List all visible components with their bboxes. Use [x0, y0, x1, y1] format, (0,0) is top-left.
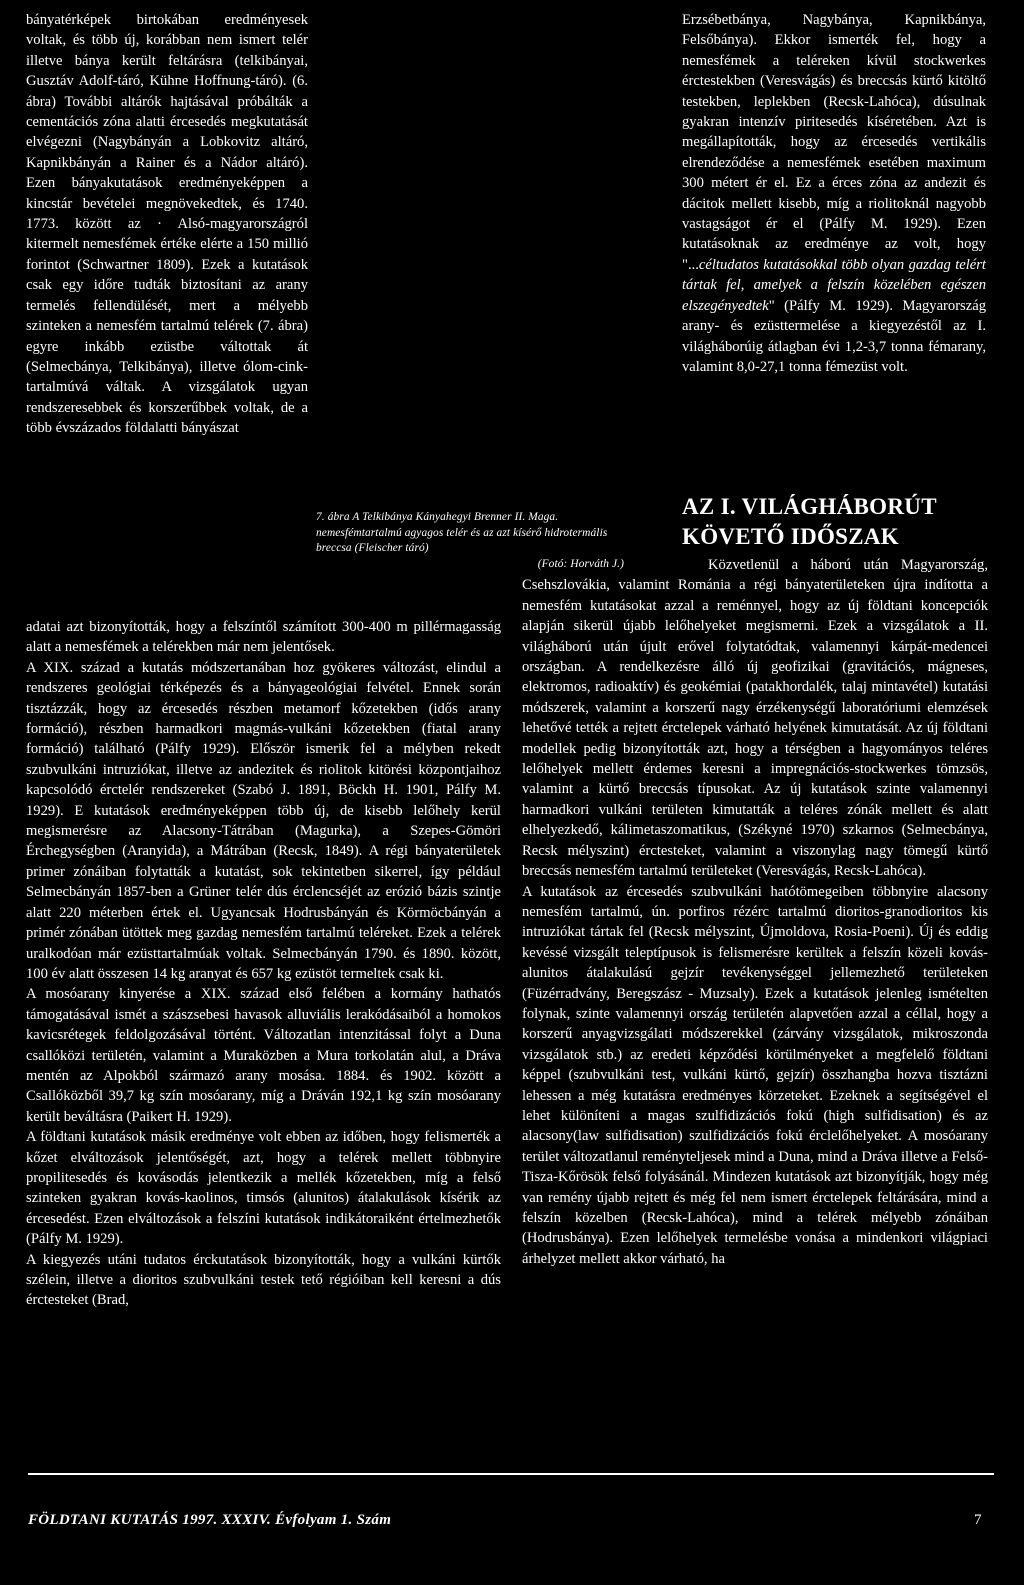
- palfy-quote: céltudatos kutatásokkal több olyan gazdag telért tártak fel, amelyek a felszín közelében egészen elszegényedtek: [682, 256, 986, 314]
- right-column-bottom: [522, 555, 988, 1269]
- left-column-top: [26, 10, 308, 439]
- figure-caption-text: 7. ábra A Telkibánya Kányahegyi Brenner II. Maga. nemesfémtartalmú agyagos telér és az azt kísérő hidrotermális breccsa (Fleischer táró): [316, 511, 608, 554]
- section-heading: [682, 492, 992, 552]
- stockwerk-text: Erzsébetbánya, Nagybánya, Kapnikbánya, Felsőbánya). Ekkor ismerték fel, hogy a nemesfémek a teléreken kívül stockwerkes érctestekben (Veresvágás) és breccsás kürtő kitöltő testekben, leplekben (Recsk-Lahóca), dúsulnak gyakran intenzív piritesedés kíséretében. Azt is megállapították, hogy az ércesedés vertikális elrendeződése a nemesfémek esetében maximum 300 métert ér el. Ez a érces zóna az andezit és dácitok mellett kisebb, míg a riolitoknál nagyobb vastagságot ér el (Pálfy M. 1929). Ezen kutatásoknak az eredménye az volt, hogy "...: [682, 12, 986, 273]
- heading-line-2: KÖVETŐ IDŐSZAK: [682, 524, 899, 549]
- photo-credit: (Fotó: Horváth J.): [537, 557, 624, 570]
- paragraph-mining-maps: bányatérképek birtokában eredményesek voltak, és több új, korábban nem ismert telér illetve bánya került feltárásra (telkibányai, Gusztáv Adolf-táró, Kühne Hoffnung-táró). (6. ábra) További altárók hajtásával próbálták a cementációs zóna alatti ércesedés megkutatását elvégezni (Nagybányán a Lobkovitz altáró, Kapnikbányán a Rainer és a Nádor altáró). Ezen bányakutatások eredményeképpen a kincstár bevételei megnövekedtek, és 1740. 1773. között az · Alsó-magyarországról kitermelt nemesfémek értéke elérte a 150 millió forintot (Schwartner 1809). Ezek a kutatások csak egy időre tudták biztosítani az arany termelés fellendülését, mert a mélyebb szinteken a nemesfém tartalmú telérek (7. ábra) egyre inkább ezüstbe váltottak át (Selmecbánya, Telkibánya), illetve ólom-cink-tartalmúvá váltak. A vizsgálatok ugyan rendszeresebbek és korszerűbbek voltak, de a több évszázados földalatti bányászat: [26, 12, 308, 437]
- left-column-bottom: [26, 617, 501, 1311]
- footer-rule: [28, 1473, 994, 1475]
- paragraph-19th-century: A XIX. század a kutatás módszertanában hoz gyökeres változást, elindul a rendszeres geológiai térképezés és a bányageológiai felvétel. Ennek során tisztázzák, hogy az ércesedés részben metamorf kőzetekben (idős arany formáció), részben harmadkori magmás-vulkáni kőzetekben (fiatal arany formáció) található (Pálfy 1929). Először ismerik fel a mélyben rekedt szubvulkáni intruziókat, illetve az andezitek és riolitok kitörési központjaihoz kapcsolódó érctelér rendszereket (Szabó J. 1891, Böckh H. 1901, Pálfy M. 1929). E kutatások eredményeképpen több új, de kisebb lelőhely kerül megismerésre az Alacsony-Tátrában (Magurka), a Szepes-Gömöri Érchegységben (Aranyida), a Mátrában (Recsk, 1849). A régi bányaterületek primer zónáiban folytatták a kutatást, sok tekintetben sikerrel, így például Selmecbányán 1857-ben a Grüner telér dús érclencséjét az erózió bázis szintje alatt 220 méterben értek el. Ugyancsak Hodrusbányán és Körmöcbányán a primér zónában ütöttek meg gazdag nemesfém tartalmú teléreket. Ezek a telérek uralkodóan már ezüsttartalmúak voltak. Selmecbányán 1790. és 1890. között, 100 év alatt összesen 14 kg aranyat és 657 kg ezüstöt termeltek csak ki.: [26, 659, 501, 982]
- paragraph-after-compromise: A kiegyezés utáni tudatos érckutatások bizonyították, hogy a vulkáni kürtők szélein, illetve a dioritos szubvulkáni testek tető régióiban kell keresni a dús érctesteket (Brad,: [26, 1251, 501, 1309]
- paragraph-stockwerk: [682, 10, 986, 377]
- paragraph-subvolcanic: A kutatások az ércesedés szubvulkáni hatótömegeiben többnyire alacsony nemesfém tartalmú, ún. porfiros rézérc tartalmú dioritos-granodioritos kis intruziókat tártak fel (Recsk mélyszint, Újmoldova, Rosia-Poeni). Új és eddig kevéssé vizsgált teleptípusok is felismerésre kerültek a felszín közeli kovás-alunitos átalakulású gejzír tevékenységgel jellemezhető területeken (Füzérradvány, Beregszász - Muzsaly). Ezek a kutatások jelenleg ismételten folynak, szinte valamennyi ország területén alapvetően azzal a céllal, hogy a korszerű anyagvizsgálati módszerekkel (zárvány vizsgálatok, mikroszonda vizsgálatok stb.) az eredeti képződési körülményeket a megfelelő földtani képpel (szubvulkáni test, vulkáni kürtő, gejzír) összhangba hozva tisztázni lehessen a még kutatásra eredményes körzeteket. Ezeknek a segítségével el lehet különíteni a magas szulfidizációs fokú (high sulfidisation) és az alacsony(law sulfidisation) szulfidizációs fokú érclelőhelyeket. A mosóarany terület változatlanul reményteljesek mind a Duna, mind a Dráva illetve a Felső-Tisza-Kőrösök felső folyásánál. Mindezen kutatások azt bizonyítják, hogy még van remény újabb rejtett és még fel nem ismert érctelepek feltárására, mind a felszín közelben (Recsk-Lahóca), mind a telérek mélyebb zónáiban (Hodrusbánya). Ezen lelőhelyek termelésbe vonása a mindenkori világpiaci árhelyzet mellett akkor várható, ha: [522, 883, 988, 1267]
- stockwerk-tail: " (Pálfy M. 1929). Magyarország arany- és ezüsttermelése a kiegyezéstől az I. világháborúig átlagban évi 1,2-3,7 tonna fémarany, valamint 8,0-27,1 tonna fémezüst volt.: [682, 297, 986, 375]
- paragraph-pillar-height: adatai azt bizonyították, hogy a felszíntől számított 300-400 m pillérmagasság alatt a nemesfémek a telérekben már nem jelentősek.: [26, 619, 501, 656]
- paragraph-placer-gold: A mosóarany kinyerése a XIX. század első felében a kormány hathatós támogatásával ismét a szászsebesi havasok alluviális lerakódásaiból a homokos kavicsrétegek feldolgozásával történt. Változatlan intenzitással folyt a Duna csallóközi területén, valamint a Muraközben a Mura torkolatán alul, a Dráva mentén az Alpokból származó arany mosása. 1884. és 1902. között a Csallóközből 39,7 kg szín mosóarany, míg a Dráván 192,1 kg szín mosóarany került beváltásra (Paikert H. 1929).: [26, 986, 501, 1125]
- heading-line-1: AZ I. VILÁGHÁBORÚT: [682, 494, 937, 519]
- journal-citation: FÖLDTANI KUTATÁS 1997. XXXIV. Évfolyam 1. Szám: [28, 1512, 392, 1528]
- paragraph-rock-alteration: A földtani kutatások másik eredménye volt ebben az időben, hogy felismerték a kőzet elváltozások jelentőségét, azt, hogy a telérek mellett többnyire propilitesedés és kovásodás jelentkezik a mellék kőzetekben, míg a felső szinteken gyakran kovás-kaolinos, timsós (alunitos) átalakulások kísérik az ércesedést. Ezen elváltozások a felszíni kutatások indikátoraiként értelmezhetők (Pálfy M. 1929).: [26, 1129, 501, 1248]
- page-number: 7: [974, 1512, 982, 1528]
- paragraph-postwar: Közvetlenül a háború után Magyarország, Csehszlovákia, valamint Románia a régi bányaterületeken újra indította a nemesfém kutatásokat azzal a reménnyel, hogy az új földtani koncepciók alapján sikerül újabb lelőhelyeket megismerni. Ezek a vizsgálatok a II. világháború után újult erővel folytatódtak, valamennyi kárpát-medencei országban. A rendelkezésre álló új geofizikai (gravitációs, mágneses, elektromos, radioaktív) és geokémiai (patakhordalék, talaj mintavétel) kutatási módszerek, valamint a korszerű nagy érzékenységű laboratóriumi elemzések lehetővé tették a rejtett érctelepek várható helyének kimutatását. Az új földtani modellek pedig bizonyították azt, hogy a térségben a hagyományos teléres lelőhelyek mellett érdemes keresni a impregnációs-stockwerkes tömzsös, valamint a kürtő breccsás típusokat. Az új kutatások szinte valamennyi harmadkori vulkáni területen kimutatták a teléres zónák mellett és alatt elhelyezkedő, kálimetaszomatikus, (Székyné 1970) szkarnos (Selmecbánya, Recsk mélyszint) érctesteket, valamint a viszonylag nagy tömegű kürtő breccsás nemesfém tartalmú területeket (Veresvágás, Recsk-Lahóca).: [522, 557, 988, 880]
- right-column-top: [682, 10, 986, 377]
